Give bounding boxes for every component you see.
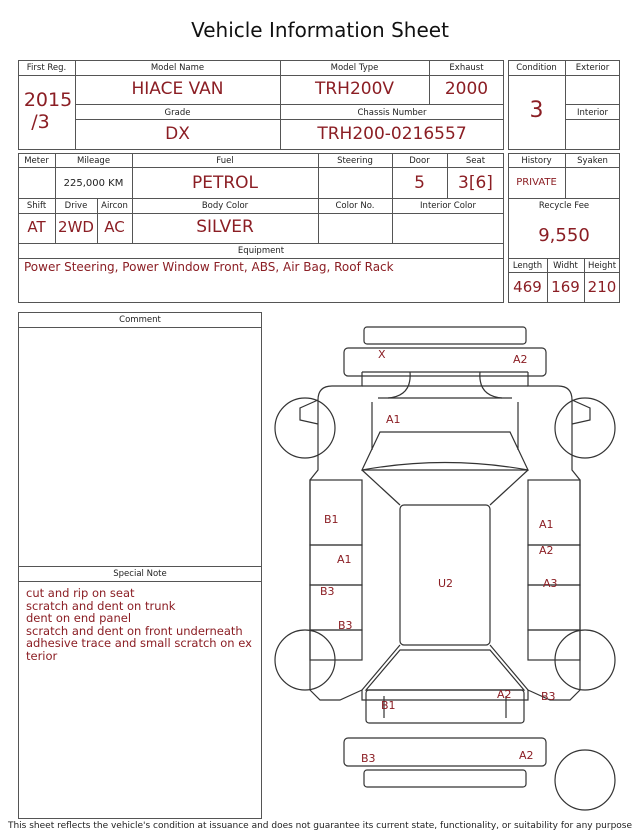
syaken-label: Syaken <box>577 156 608 166</box>
damage-mark-u2: U2 <box>438 577 454 590</box>
comment-label: Comment <box>119 315 161 325</box>
special-note-line: scratch and dent on trunk <box>26 598 176 613</box>
condition-value: 3 <box>529 98 544 123</box>
special-note-line: cut and rip on seat <box>26 586 135 600</box>
vehicle-damage-diagram <box>268 318 628 818</box>
damage-mark-a3: A3 <box>543 577 558 590</box>
page-title: Vehicle Information Sheet <box>191 18 449 42</box>
aircon-value: AC <box>104 218 125 236</box>
special-note-line: terior <box>26 648 58 663</box>
steering-label: Steering <box>337 156 373 166</box>
mileage-value: 225,000 KM <box>63 178 124 189</box>
drive-label: Drive <box>64 201 88 211</box>
recycle-fee-value: 9,550 <box>538 225 590 246</box>
first-reg-year: 2015 <box>23 89 73 111</box>
history-label: History <box>521 156 552 166</box>
first-reg-label: First Reg. <box>26 63 67 73</box>
special-note-line: dent on end panel <box>26 611 132 625</box>
damage-mark-b3: B3 <box>361 752 376 765</box>
damage-mark-a2: A2 <box>497 688 512 701</box>
exhaust-label: Exhaust <box>449 63 484 73</box>
length-label: Length <box>512 261 543 271</box>
special-note-line: adhesive trace and small scratch on ex <box>26 636 252 650</box>
height-label: Height <box>587 261 617 271</box>
damage-mark-x: X <box>378 348 386 361</box>
footer-disclaimer: This sheet reflects the vehicle's condition at issuance and does not guarantee its current state, functionality, or suitability for any purpose <box>7 821 633 831</box>
damage-mark-b3: B3 <box>338 619 353 632</box>
meter-label: Meter <box>24 156 49 166</box>
fuel-label: Fuel <box>216 156 234 166</box>
body-color-value: SILVER <box>196 217 254 237</box>
history-value: PRIVATE <box>516 177 557 188</box>
exhaust-value: 2000 <box>444 79 489 99</box>
exterior-label: Exterior <box>575 63 610 73</box>
damage-mark-b1: B1 <box>324 513 339 526</box>
aircon-label: Aircon <box>101 201 128 211</box>
model-type-label: Model Type <box>330 63 379 73</box>
width-label: Widht <box>553 261 578 271</box>
door-label: Door <box>409 156 430 166</box>
condition-label: Condition <box>516 63 557 73</box>
chassis-number-value: TRH200-0216557 <box>317 124 467 144</box>
damage-mark-a1: A1 <box>337 553 352 566</box>
model-type-value: TRH200V <box>314 79 395 99</box>
shift-label: Shift <box>26 201 47 211</box>
height-value: 210 <box>587 278 617 296</box>
damage-mark-a1: A1 <box>539 518 554 531</box>
body-color-label: Body Color <box>201 201 249 211</box>
model-name-label: Model Name <box>150 63 205 73</box>
seat-label: Seat <box>465 156 486 166</box>
length-value: 469 <box>513 278 542 296</box>
damage-mark-a1: A1 <box>386 413 401 426</box>
equipment-label: Equipment <box>237 246 285 256</box>
first-reg-month: /3 <box>31 111 50 133</box>
recycle-fee-label: Recycle Fee <box>538 201 590 211</box>
mileage-label: Mileage <box>76 156 111 166</box>
grade-value: DX <box>165 124 190 144</box>
shift-value: AT <box>27 218 46 236</box>
drive-value: 2WD <box>58 218 94 236</box>
model-name-value: HIACE VAN <box>131 79 224 99</box>
chassis-number-label: Chassis Number <box>357 108 427 118</box>
width-value: 169 <box>551 278 580 296</box>
equipment-value: Power Steering, Power Window Front, ABS, Air Bag, Roof Rack <box>24 260 394 274</box>
seat-value: 3[6] <box>458 173 493 193</box>
special-note-line: scratch and dent on front underneath <box>26 623 243 638</box>
damage-mark-b3: B3 <box>320 585 335 598</box>
grade-label: Grade <box>164 108 191 118</box>
damage-mark-a2: A2 <box>539 544 554 557</box>
special-note-label: Special Note <box>113 569 167 579</box>
damage-mark-b1: B1 <box>381 699 396 712</box>
damage-mark-a2: A2 <box>513 353 528 366</box>
fuel-value: PETROL <box>191 173 259 193</box>
damage-mark-a2: A2 <box>519 749 534 762</box>
door-value: 5 <box>414 173 425 193</box>
interior-color-label: Interior Color <box>420 201 476 211</box>
damage-mark-b3: B3 <box>541 690 556 703</box>
interior-label: Interior <box>576 108 608 118</box>
color-no-label: Color No. <box>335 201 375 211</box>
